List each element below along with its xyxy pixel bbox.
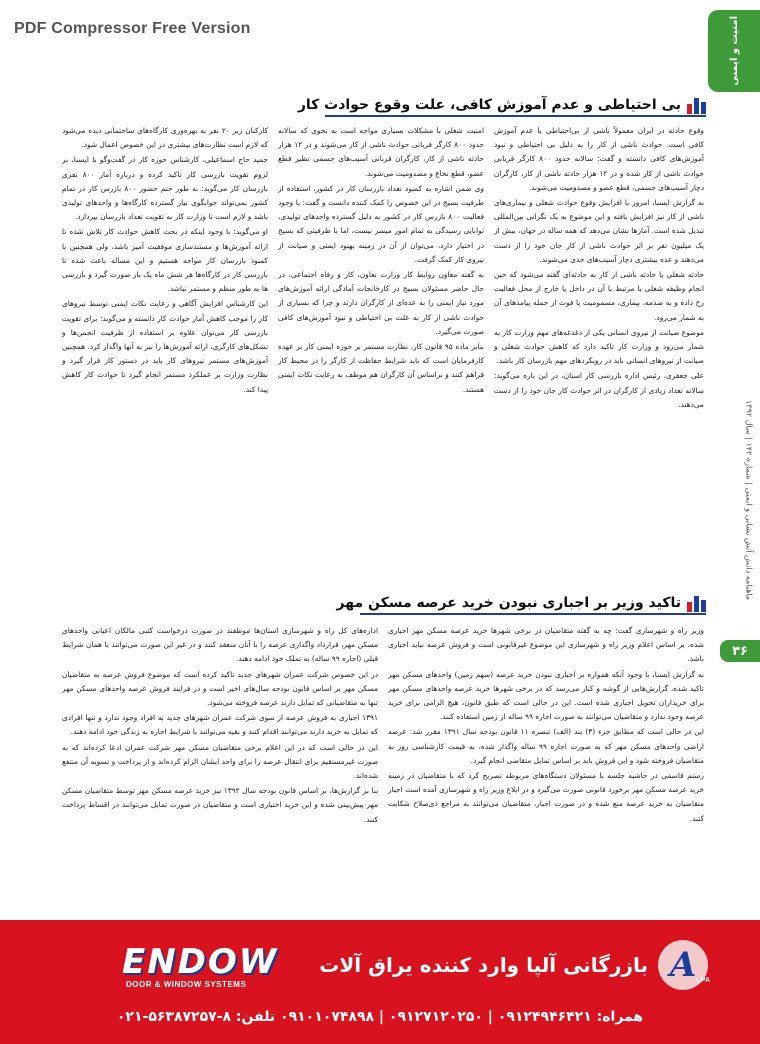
alpa-logo-icon: A LPA [658,940,708,990]
paragraph: رستم قاسمی در حاشیه جلسه با مسئولان دستگاه‌های مربوطه تصریح کرد که با متقاضیان در زمینه خرید عرصه مسکن مهر برخورد قانونی صورت می‌گیرد و در ابلاغ وزیر راه و شهرسازی آمده است اجبار متقاضیان به خرید عرصه منع شده و در صورت اجبار، متقاضیان می‌توانند به مراجع ذی‌صلاح شکایت کنند. [388,771,704,823]
paragraph: وزیر راه و شهرسازی گفت: چه به گفته متقاضیان در برخی شهرها خرید عرصه مسکن مهر اجباری شده، بر اساس اعلام وزیر راه و شهرسازی این موضوع غیرقانونی است و فروش عرصه نباید اجباری باشد. [388,626,704,664]
paragraph: وی ضمن اشاره به کمبود تعداد بازرسان کار در کشور، استفاده از ظرفیت بسیج در این خصوص را کمک کننده دانست و گفت: با وجود فعالیت ۸۰۰ بازرس کار در کشور به دلیل گسترده واحدهای تولیدی، توانایی رسیدگی به تمام امور میسر نیست، اما با ظرفیتی که بسیج در اختیار دارد، می‌توان از آن در زمینه بهبود ایمنی و صیانت از نیروی کار کمک گرفت. [278,183,484,264]
paragraph: بنا بر گزارش‌ها، بر اساس قانون بودجه سال ۱۳۹۲ نیز خرید عرصه مسکن مهر توسط متقاضیان مسکن مهر پیش‌بینی شده و این خرید اختیاری است و متقاضیان در صورت تمایل می‌توانند در اقساط پرداخت کنند. [62,786,378,824]
endow-subtitle: DOOR & WINDOW SYSTEMS [126,979,247,989]
bars-icon [687,96,706,114]
paragraph: این در حالی است که مطابق جزء (۳) بند (الف) تبصره ۱۱ قانون بودجه سال ۱۳۹۱ مقرر شد: عرصه اراضی واحدهای مسکن مهر که به صورت اجاره ۹۹ ساله واگذار شده، به قیمت کارشناسی روز به متقاضیان فروخته شود و این فروش باید بر اساس تمایل متقاضی انجام گیرد. [388,727,704,765]
paragraph: حمید حاج اسماعیلی، کارشناس حوزه کار در گفت‌وگو با ایسنا، بر لزوم تقویت بازرسی کار تاکید کرده و درباره آمار ۸۰۰ نفری بازرسان کار می‌گوید: به طور حتم حضور ۸۰۰ بازرس کار در تمام کشور نمی‌تواند جوابگوی نیاز گسترده کارگاه‌ها و واحدهای تولیدی باشد و لازم است تا وزارت کار به تقویت تعداد بازرسان بپردازد. [62,155,268,222]
paragraph: او می‌گوید: با وجود اینکه در بحث کاهش حوادث کار تلاش شده تا ارائه آموزش‌ها و مستندسازی موفقیت آمیز باشد، ولی همچنین با کمبود بازرسان کار مواجه هستیم و این مساله باعث شده تا بازرسی کار در کارگاه‌ها هر شش ماه یک بار صورت گیرد و بازرسی ها به طور منظم و مستمر نباشد. [62,227,268,294]
paragraph: این در حالی است که در این اعلام برخی متقاضیان مسکن مهر شرکت عمران ادعا کرده‌اند که به صورت غیرمستقیم برای انتقال عرصه را برای واحد ایشان الزام کرده‌اند و از پرداخت و تسویه آن منتفع شده‌اند. [62,742,378,781]
pdf-compressor-watermark: PDF Compressor Free Version [14,20,251,37]
endow-logo [122,942,278,989]
article-2-title: تاکید وزیر بر اجباری نبودن خرید عرصه مسکن مهر [336,595,681,611]
endow-wordmark: ENDOW [122,941,279,982]
article-1-column-1 [494,124,704,544]
paragraph: علی جعفری، رئیس اداره بازرسی کار استان، در این باره می‌گوید: سالانه تعداد زیادی از کارگران در اثر حوادث کار جان خود را از دست می‌دهند. [494,371,704,409]
article-1-column-3 [62,124,268,544]
section-tab [708,10,760,92]
section-tab-label: امنیت و ایمنی [728,16,740,86]
journal-info-text: ماهنامه دانش آتش نشانی و ایمنی | شماره ۱۴۲ | سال ۱۳۹۲ [744,399,754,601]
article-1-heading [298,96,706,114]
advertisement-banner [0,920,760,1044]
paragraph: در این خصوص شرکت عمران شهرهای جدید تاکید کرده است که موضوع فروش عرصه به متقاضیان مسکن مهر بر اساس قانون بودجه سال‌های اخیر است و در فرایند فروش عرصه واحدهای مسکن مهر تنها به متقاضیانی که تمایل دارند عرصه فروخته می‌شود. [62,669,378,708]
paragraph: موضوع صیانت از نیروی انسانی یکی از دغدغه‌های مهم وزارت کار به شمار می‌رود و وزارت کار تاکید دارد که کاهش حوادث شغلی و صیانت از نیروهای انسانی باید در رویکردهای مهم بازرسان کار باشد. [494,327,704,366]
ad-brand-row [122,934,708,996]
paragraph: بنابر ماده ۹۵ قانون کار، نظارت مستمر بر حوزه ایمنی کار بر عهده کارفرمایان است که باید شرایط حفاظت از کارگر را در محیط کار فراهم کنند و براساس آن کارگران هم موظف به رعایت نکات ایمنی هستند. [278,342,484,394]
article-1-title: بی احتیاطی و عدم آموزش کافی، علت وقوع حوادث کار [297,97,681,113]
journal-info-strip [742,360,756,640]
article-2-column-1 [388,624,704,914]
paragraph: امنیت شغلی با مشکلات بسیاری مواجه است به نحوی که سالانه حدود ۸۰۰ کارگر قربانی حوادث ناشی از کار می‌شوند و در ۱۲ هزار حادثه ناشی از کار، کارگران قربانی آسیب‌های جسمی نظیر قطع عضو، قطع نخاع و مصدومیت می‌شوند. [278,126,484,178]
paragraph: ۱۳۹۱ اجباری به فروش عرصه از سوی شرکت عمران شهرهای جدید به افراد وجود ندارد و تنها افرادی که تمایل به خرید دارند می‌توانند اقدام کنند و بقیه می‌توانند با شرایط اجاره به زندگی خود ادامه دهند. [62,713,378,737]
article-2-heading [337,594,706,612]
paragraph: به گزارش ایسنا، با وجود آنکه همواره بر اجباری نبودن خرید عرصه (سهم زمین) واحدهای مسکن مهر تاکید شده، گزارش‌هایی از گوشه و کنار می‌رسد که در برخی شهرها خرید عرصه واحدهای مسکن مهر برای خریداران تحویل اجباری شده است. این در حالی است که طبق قانون، هیچ الزامی برای خرید عرصه وجود ندارد و متقاضیان می‌توانند به صورت اجاره ۹۹ ساله از زمین استفاده کنند. [388,669,704,722]
bars-icon [687,594,706,612]
paragraph: اداره‌های کل راه و شهرسازی استان‌ها موظفند در صورت درخواست کتبی مالکان اعیانی واحدهای مسکن مهر، قرارداد واگذاری عرصه را با آنان منعقد کنند و در غیر این صورت می‌توانند با همان شرایط قبلی (اجاره ۹۹ ساله) به تملک خود ادامه دهند. [62,626,378,664]
heading-rule [360,613,706,615]
paragraph: کارکنان زیر ۲۰ نفر به بهره‌وری کارگاه‌های ساختمانی دیده می‌شود که لازم است نظارت‌های بیشتری در این خصوص اعمال شود. [62,126,268,150]
alpa-tagline: بازرگانی آلپا وارد کننده یراق آلات [319,953,648,977]
paragraph: حادثه شغلی یا حادثه ناشی از کار به حادثه‌ای گفته می‌شود که حین انجام وظیفه شغلی یا مرتبط با آن در داخل یا خارج از محل فعالیت رخ داده و به صدمه، بیماری، مسمومیت یا فوت از جمله پیامدهای آن به شمار می‌رود. [494,270,704,322]
alpa-brand [319,940,708,990]
paragraph: به گزارش ایسنا، امروز با افزایش وقوع حوادث شغلی و بیماری‌های ناشی از کار نیز افزایش یافته و این موضوع به یک نگرانی بین‌المللی تبدیل شده است. آمارها نشان می‌دهد که همه ساله در جهان، بیش از یک میلیون نفر بر اثر حوادث ناشی از کار جان خود را از دست می‌دهند و عده بیشتری دچار آسیب‌های جدی می‌شوند. [494,198,704,264]
article-1-column-2 [278,124,484,544]
article-2-column-2 [62,624,378,914]
page-number: ۳۶ [720,640,760,662]
heading-rule [325,115,706,117]
ad-phone-numbers: همراه: ۰۹۱۲۴۹۴۶۴۲۱ | ۰۹۱۲۷۱۲۰۲۵۰ | ۰۹۱۰۱۰۷۴۸۹۸ تلفن: ۸-۵۶۳۸۷۲۵۷-۰۲۱ [116,1009,644,1025]
paragraph: به گفته معاون روابط کار وزارت تعاون، کار و رفاه اجتماعی، در حال حاضر مسئولان بسیج در کارخانجات آمادگی ارائه آموزش‌های مورد نیاز ایمنی را به عده‌ای از کارگران دارند و چرا که بسیاری از حوادث ناشی از کار به علت بی احتیاطی و نبود آموزش‌های کافی صورت می‌گیرد. [278,270,484,336]
paragraph: وقوع حادثه در ایران معمولاً ناشی از بی‌احتیاطی یا عدم آموزش کافی است. حوادث ناشی از کار را به دلیل بی احتیاطی و نبود آموزش‌های کافی دانسته و گفت: سالانه حدود ۸۰۰ کارگر قربانی حوادث ناشی از کار شده و در ۱۲ هزار حادثه ناشی از کار، کارگران دچار آسیب‌های جسمی، قطع عضو و مصدومیت می‌شوند. [494,126,704,192]
paragraph: این کارشناس افزایش آگاهی و رعایت نکات ایمنی توسط نیروهای کار را موجب کاهش آمار حوادث کار دانسته و می‌گوید: برای تقویت بازرسی کار می‌توان علاوه بر استفاده از ظرفیت انجمن‌ها و تشکل‌های کارگری، ارائه آموزش‌ها را نیز به آنها واگذار کرد. همچنین آموزش‌های مستمر نیروهای کار باید در دستور کار قرار گیرد و نظارت وزارت بر عملکرد مستمر انجام گیرد تا حوادث کار کاهش پیدا کند. [62,299,268,394]
